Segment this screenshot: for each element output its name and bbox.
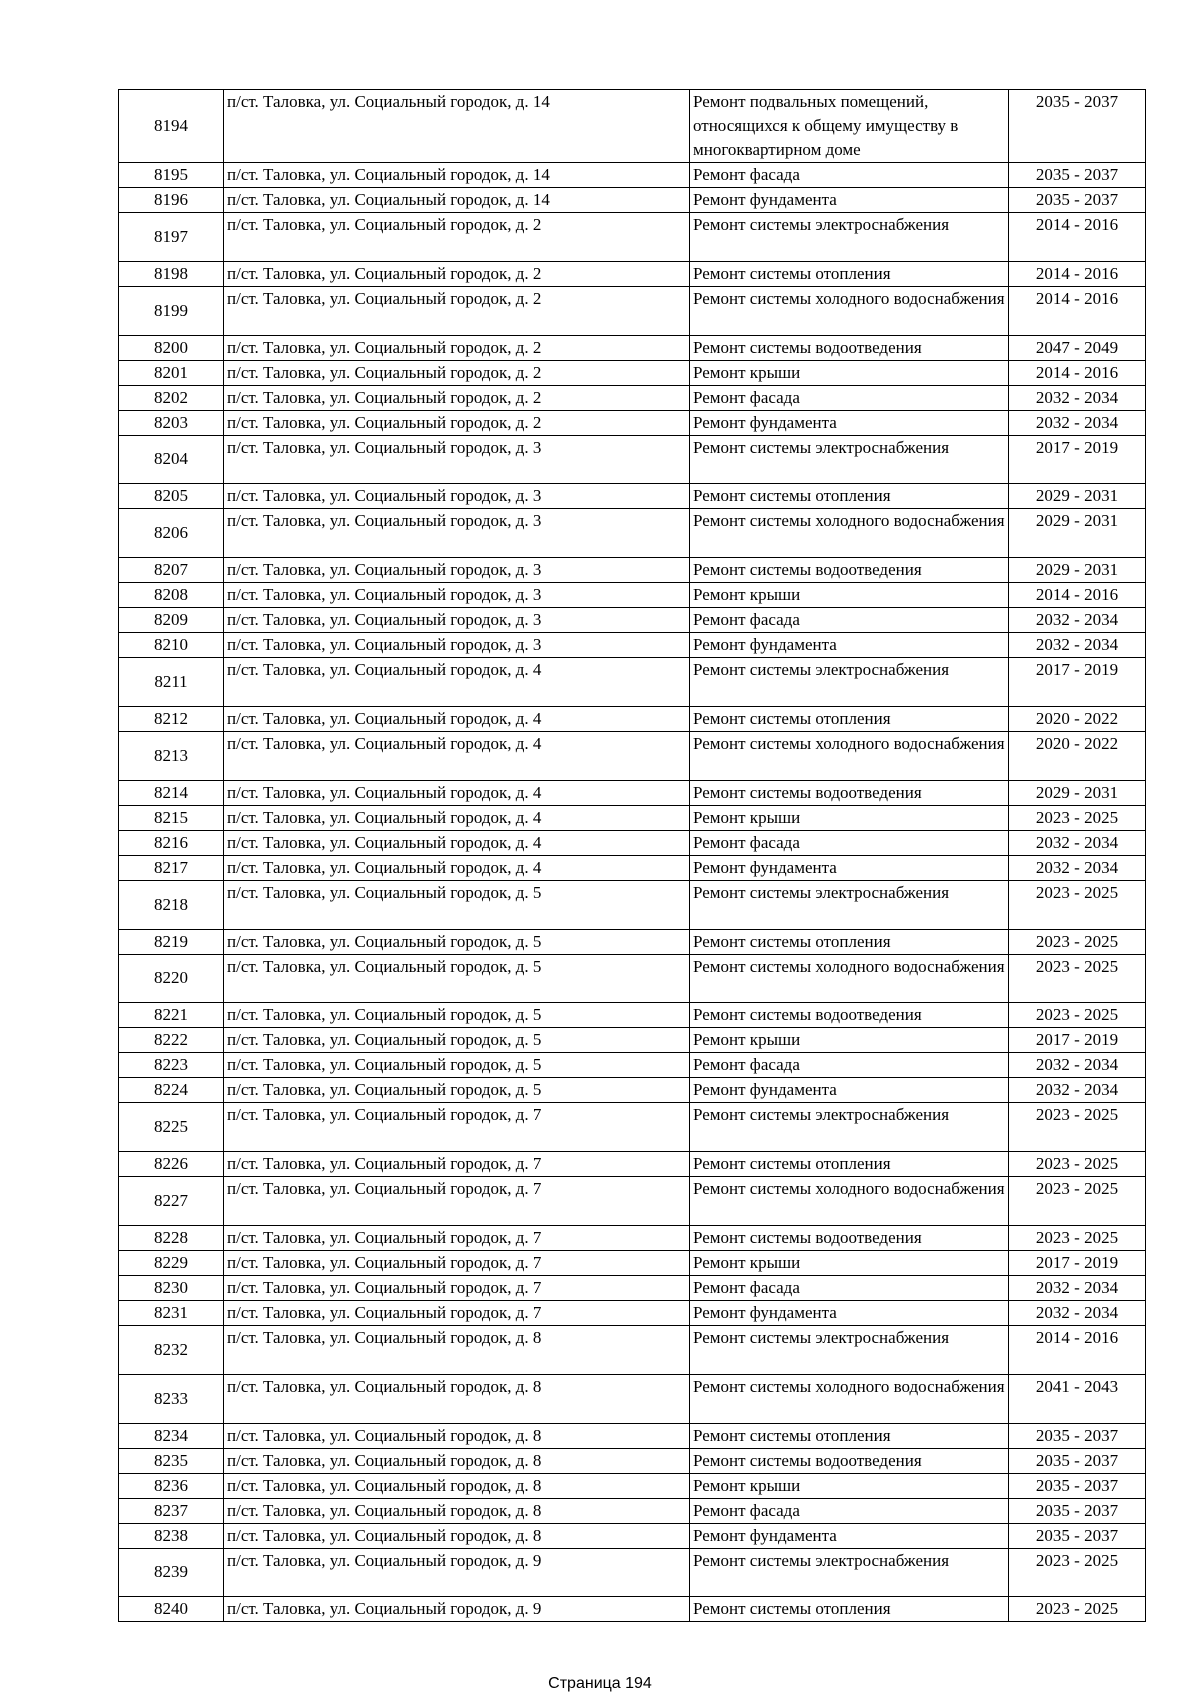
period-cell: 2017 - 2019: [1009, 1250, 1146, 1275]
period-cell: 2017 - 2019: [1009, 1028, 1146, 1053]
period-cell: 2035 - 2037: [1009, 1448, 1146, 1473]
table-row: [119, 90, 1146, 163]
table-row: [119, 286, 1146, 335]
address-cell: п/ст. Таловка, ул. Социальный городок, д. 5: [224, 1053, 690, 1078]
address-cell: п/ст. Таловка, ул. Социальный городок, д. 7: [224, 1275, 690, 1300]
address-cell: п/ст. Таловка, ул. Социальный городок, д. 9: [224, 1548, 690, 1597]
address-cell: п/ст. Таловка, ул. Социальный городок, д. 8: [224, 1374, 690, 1423]
table-row: [119, 385, 1146, 410]
table-row: [119, 1250, 1146, 1275]
row-number-cell: 8223: [119, 1053, 224, 1078]
work-type-cell: Ремонт системы водоотведения: [690, 780, 1009, 805]
work-type-cell: Ремонт системы электроснабжения: [690, 658, 1009, 707]
work-type-cell: Ремонт системы отопления: [690, 261, 1009, 286]
work-type-cell: Ремонт системы электроснабжения: [690, 880, 1009, 929]
work-type-cell: Ремонт фундамента: [690, 1523, 1009, 1548]
address-cell: п/ст. Таловка, ул. Социальный городок, д. 3: [224, 435, 690, 484]
row-number-cell: 8238: [119, 1523, 224, 1548]
table-row: [119, 583, 1146, 608]
table-row: [119, 163, 1146, 188]
work-type-cell: Ремонт системы электроснабжения: [690, 435, 1009, 484]
table-row: [119, 435, 1146, 484]
table-row: [119, 929, 1146, 954]
address-cell: п/ст. Таловка, ул. Социальный городок, д. 8: [224, 1423, 690, 1448]
row-number-cell: 8222: [119, 1028, 224, 1053]
work-type-cell: Ремонт системы электроснабжения: [690, 1325, 1009, 1374]
row-number-cell: 8220: [119, 954, 224, 1003]
period-cell: 2032 - 2034: [1009, 830, 1146, 855]
row-number-cell: 8235: [119, 1448, 224, 1473]
table-row: [119, 855, 1146, 880]
row-number-cell: 8196: [119, 188, 224, 213]
address-cell: п/ст. Таловка, ул. Социальный городок, д. 4: [224, 780, 690, 805]
work-type-cell: Ремонт крыши: [690, 360, 1009, 385]
work-type-cell: Ремонт подвальных помещений, относящихся к общему имуществу в многоквартирном доме: [690, 90, 1009, 163]
table-row: [119, 830, 1146, 855]
table-row: [119, 658, 1146, 707]
work-type-cell: Ремонт системы холодного водоснабжения: [690, 1177, 1009, 1226]
work-type-cell: Ремонт крыши: [690, 1473, 1009, 1498]
row-number-cell: 8210: [119, 633, 224, 658]
works-table: [118, 89, 1146, 1622]
row-number-cell: 8201: [119, 360, 224, 385]
address-cell: п/ст. Таловка, ул. Социальный городок, д. 8: [224, 1448, 690, 1473]
row-number-cell: 8208: [119, 583, 224, 608]
table-row: [119, 213, 1146, 262]
row-number-cell: 8199: [119, 286, 224, 335]
table-row: [119, 731, 1146, 780]
row-number-cell: 8213: [119, 731, 224, 780]
table-row: [119, 509, 1146, 558]
period-cell: 2023 - 2025: [1009, 1177, 1146, 1226]
period-cell: 2035 - 2037: [1009, 90, 1146, 163]
address-cell: п/ст. Таловка, ул. Социальный городок, д. 5: [224, 880, 690, 929]
period-cell: 2014 - 2016: [1009, 213, 1146, 262]
row-number-cell: 8200: [119, 335, 224, 360]
table-row: [119, 335, 1146, 360]
period-cell: 2020 - 2022: [1009, 731, 1146, 780]
row-number-cell: 8227: [119, 1177, 224, 1226]
row-number-cell: 8240: [119, 1597, 224, 1622]
period-cell: 2032 - 2034: [1009, 1275, 1146, 1300]
period-cell: 2035 - 2037: [1009, 163, 1146, 188]
period-cell: 2023 - 2025: [1009, 805, 1146, 830]
period-cell: 2029 - 2031: [1009, 509, 1146, 558]
work-type-cell: Ремонт системы отопления: [690, 1152, 1009, 1177]
work-type-cell: Ремонт фасада: [690, 1498, 1009, 1523]
work-type-cell: Ремонт системы холодного водоснабжения: [690, 1374, 1009, 1423]
address-cell: п/ст. Таловка, ул. Социальный городок, д. 8: [224, 1473, 690, 1498]
table-row: [119, 1325, 1146, 1374]
work-type-cell: Ремонт крыши: [690, 583, 1009, 608]
table-row: [119, 1473, 1146, 1498]
table-row: [119, 1597, 1146, 1622]
period-cell: 2023 - 2025: [1009, 1003, 1146, 1028]
address-cell: п/ст. Таловка, ул. Социальный городок, д. 2: [224, 261, 690, 286]
row-number-cell: 8216: [119, 830, 224, 855]
period-cell: 2035 - 2037: [1009, 1423, 1146, 1448]
work-type-cell: Ремонт системы отопления: [690, 1597, 1009, 1622]
table-row: [119, 880, 1146, 929]
address-cell: п/ст. Таловка, ул. Социальный городок, д. 5: [224, 929, 690, 954]
row-number-cell: 8225: [119, 1103, 224, 1152]
table-row: [119, 1152, 1146, 1177]
work-type-cell: Ремонт фундамента: [690, 1078, 1009, 1103]
address-cell: п/ст. Таловка, ул. Социальный городок, д. 3: [224, 558, 690, 583]
row-number-cell: 8206: [119, 509, 224, 558]
row-number-cell: 8219: [119, 929, 224, 954]
address-cell: п/ст. Таловка, ул. Социальный городок, д. 4: [224, 658, 690, 707]
row-number-cell: 8214: [119, 780, 224, 805]
period-cell: 2023 - 2025: [1009, 1152, 1146, 1177]
address-cell: п/ст. Таловка, ул. Социальный городок, д. 2: [224, 410, 690, 435]
work-type-cell: Ремонт системы водоотведения: [690, 335, 1009, 360]
address-cell: п/ст. Таловка, ул. Социальный городок, д. 3: [224, 484, 690, 509]
table-row: [119, 1423, 1146, 1448]
work-type-cell: Ремонт системы электроснабжения: [690, 1548, 1009, 1597]
period-cell: 2032 - 2034: [1009, 1300, 1146, 1325]
work-type-cell: Ремонт фасада: [690, 1275, 1009, 1300]
row-number-cell: 8218: [119, 880, 224, 929]
work-type-cell: Ремонт системы отопления: [690, 929, 1009, 954]
address-cell: п/ст. Таловка, ул. Социальный городок, д. 4: [224, 706, 690, 731]
address-cell: п/ст. Таловка, ул. Социальный городок, д. 5: [224, 1078, 690, 1103]
work-type-cell: Ремонт фасада: [690, 163, 1009, 188]
address-cell: п/ст. Таловка, ул. Социальный городок, д. 4: [224, 855, 690, 880]
table-row: [119, 1498, 1146, 1523]
work-type-cell: Ремонт системы отопления: [690, 706, 1009, 731]
address-cell: п/ст. Таловка, ул. Социальный городок, д. 4: [224, 830, 690, 855]
address-cell: п/ст. Таловка, ул. Социальный городок, д. 2: [224, 286, 690, 335]
work-type-cell: Ремонт системы водоотведения: [690, 1448, 1009, 1473]
table-row: [119, 484, 1146, 509]
row-number-cell: 8239: [119, 1548, 224, 1597]
period-cell: 2032 - 2034: [1009, 855, 1146, 880]
row-number-cell: 8230: [119, 1275, 224, 1300]
address-cell: п/ст. Таловка, ул. Социальный городок, д. 4: [224, 731, 690, 780]
row-number-cell: 8211: [119, 658, 224, 707]
table-row: [119, 1028, 1146, 1053]
address-cell: п/ст. Таловка, ул. Социальный городок, д. 2: [224, 385, 690, 410]
period-cell: 2023 - 2025: [1009, 1225, 1146, 1250]
table-row: [119, 1177, 1146, 1226]
address-cell: п/ст. Таловка, ул. Социальный городок, д. 7: [224, 1177, 690, 1226]
work-type-cell: Ремонт системы отопления: [690, 484, 1009, 509]
row-number-cell: 8212: [119, 706, 224, 731]
row-number-cell: 8233: [119, 1374, 224, 1423]
work-type-cell: Ремонт системы водоотведения: [690, 558, 1009, 583]
work-type-cell: Ремонт системы электроснабжения: [690, 213, 1009, 262]
table-row: [119, 608, 1146, 633]
table-row: [119, 1053, 1146, 1078]
row-number-cell: 8228: [119, 1225, 224, 1250]
period-cell: 2032 - 2034: [1009, 633, 1146, 658]
table-row: [119, 780, 1146, 805]
table-row: [119, 410, 1146, 435]
period-cell: 2023 - 2025: [1009, 880, 1146, 929]
address-cell: п/ст. Таловка, ул. Социальный городок, д. 2: [224, 213, 690, 262]
address-cell: п/ст. Таловка, ул. Социальный городок, д. 14: [224, 90, 690, 163]
table-row: [119, 1003, 1146, 1028]
table-row: [119, 1103, 1146, 1152]
period-cell: 2032 - 2034: [1009, 385, 1146, 410]
work-type-cell: Ремонт фундамента: [690, 410, 1009, 435]
row-number-cell: 8207: [119, 558, 224, 583]
row-number-cell: 8217: [119, 855, 224, 880]
table-row: [119, 633, 1146, 658]
row-number-cell: 8202: [119, 385, 224, 410]
work-type-cell: Ремонт крыши: [690, 1250, 1009, 1275]
period-cell: 2023 - 2025: [1009, 954, 1146, 1003]
row-number-cell: 8197: [119, 213, 224, 262]
row-number-cell: 8229: [119, 1250, 224, 1275]
work-type-cell: Ремонт фасада: [690, 1053, 1009, 1078]
address-cell: п/ст. Таловка, ул. Социальный городок, д. 5: [224, 954, 690, 1003]
work-type-cell: Ремонт системы холодного водоснабжения: [690, 954, 1009, 1003]
period-cell: 2023 - 2025: [1009, 1548, 1146, 1597]
work-type-cell: Ремонт системы водоотведения: [690, 1003, 1009, 1028]
address-cell: п/ст. Таловка, ул. Социальный городок, д. 7: [224, 1225, 690, 1250]
row-number-cell: 8234: [119, 1423, 224, 1448]
works-table-body: [119, 90, 1146, 1622]
period-cell: 2035 - 2037: [1009, 188, 1146, 213]
address-cell: п/ст. Таловка, ул. Социальный городок, д. 14: [224, 163, 690, 188]
work-type-cell: Ремонт системы холодного водоснабжения: [690, 731, 1009, 780]
table-row: [119, 1078, 1146, 1103]
period-cell: 2014 - 2016: [1009, 1325, 1146, 1374]
row-number-cell: 8215: [119, 805, 224, 830]
period-cell: 2014 - 2016: [1009, 360, 1146, 385]
work-type-cell: Ремонт фасада: [690, 830, 1009, 855]
address-cell: п/ст. Таловка, ул. Социальный городок, д. 3: [224, 633, 690, 658]
work-type-cell: Ремонт фундамента: [690, 633, 1009, 658]
period-cell: 2047 - 2049: [1009, 335, 1146, 360]
period-cell: 2017 - 2019: [1009, 658, 1146, 707]
row-number-cell: 8195: [119, 163, 224, 188]
row-number-cell: 8194: [119, 90, 224, 163]
table-row: [119, 1548, 1146, 1597]
address-cell: п/ст. Таловка, ул. Социальный городок, д. 2: [224, 360, 690, 385]
row-number-cell: 8209: [119, 608, 224, 633]
period-cell: 2035 - 2037: [1009, 1498, 1146, 1523]
work-type-cell: Ремонт системы отопления: [690, 1423, 1009, 1448]
address-cell: п/ст. Таловка, ул. Социальный городок, д. 8: [224, 1523, 690, 1548]
period-cell: 2035 - 2037: [1009, 1523, 1146, 1548]
period-cell: 2029 - 2031: [1009, 484, 1146, 509]
row-number-cell: 8231: [119, 1300, 224, 1325]
address-cell: п/ст. Таловка, ул. Социальный городок, д. 5: [224, 1003, 690, 1028]
address-cell: п/ст. Таловка, ул. Социальный городок, д. 3: [224, 509, 690, 558]
work-type-cell: Ремонт фундамента: [690, 188, 1009, 213]
address-cell: п/ст. Таловка, ул. Социальный городок, д. 4: [224, 805, 690, 830]
work-type-cell: Ремонт крыши: [690, 1028, 1009, 1053]
period-cell: 2023 - 2025: [1009, 1103, 1146, 1152]
address-cell: п/ст. Таловка, ул. Социальный городок, д. 5: [224, 1028, 690, 1053]
table-row: [119, 261, 1146, 286]
address-cell: п/ст. Таловка, ул. Социальный городок, д. 7: [224, 1250, 690, 1275]
table-row: [119, 706, 1146, 731]
period-cell: 2029 - 2031: [1009, 558, 1146, 583]
row-number-cell: 8198: [119, 261, 224, 286]
address-cell: п/ст. Таловка, ул. Социальный городок, д. 8: [224, 1325, 690, 1374]
period-cell: 2032 - 2034: [1009, 608, 1146, 633]
table-row: [119, 188, 1146, 213]
row-number-cell: 8226: [119, 1152, 224, 1177]
table-row: [119, 1300, 1146, 1325]
work-type-cell: Ремонт крыши: [690, 805, 1009, 830]
table-row: [119, 1523, 1146, 1548]
work-type-cell: Ремонт фасада: [690, 385, 1009, 410]
work-type-cell: Ремонт фундамента: [690, 1300, 1009, 1325]
row-number-cell: 8203: [119, 410, 224, 435]
period-cell: 2032 - 2034: [1009, 1053, 1146, 1078]
address-cell: п/ст. Таловка, ул. Социальный городок, д. 2: [224, 335, 690, 360]
row-number-cell: 8224: [119, 1078, 224, 1103]
period-cell: 2029 - 2031: [1009, 780, 1146, 805]
period-cell: 2020 - 2022: [1009, 706, 1146, 731]
row-number-cell: 8204: [119, 435, 224, 484]
work-type-cell: Ремонт системы электроснабжения: [690, 1103, 1009, 1152]
address-cell: п/ст. Таловка, ул. Социальный городок, д. 3: [224, 608, 690, 633]
row-number-cell: 8205: [119, 484, 224, 509]
work-type-cell: Ремонт фасада: [690, 608, 1009, 633]
period-cell: 2041 - 2043: [1009, 1374, 1146, 1423]
work-type-cell: Ремонт системы водоотведения: [690, 1225, 1009, 1250]
address-cell: п/ст. Таловка, ул. Социальный городок, д. 14: [224, 188, 690, 213]
period-cell: 2014 - 2016: [1009, 286, 1146, 335]
row-number-cell: 8232: [119, 1325, 224, 1374]
period-cell: 2014 - 2016: [1009, 261, 1146, 286]
table-row: [119, 1275, 1146, 1300]
period-cell: 2035 - 2037: [1009, 1473, 1146, 1498]
table-row: [119, 805, 1146, 830]
period-cell: 2014 - 2016: [1009, 583, 1146, 608]
period-cell: 2032 - 2034: [1009, 410, 1146, 435]
address-cell: п/ст. Таловка, ул. Социальный городок, д. 9: [224, 1597, 690, 1622]
table-row: [119, 1225, 1146, 1250]
address-cell: п/ст. Таловка, ул. Социальный городок, д. 7: [224, 1300, 690, 1325]
table-row: [119, 1374, 1146, 1423]
period-cell: 2023 - 2025: [1009, 1597, 1146, 1622]
row-number-cell: 8237: [119, 1498, 224, 1523]
work-type-cell: Ремонт системы холодного водоснабжения: [690, 509, 1009, 558]
period-cell: 2032 - 2034: [1009, 1078, 1146, 1103]
address-cell: п/ст. Таловка, ул. Социальный городок, д. 8: [224, 1498, 690, 1523]
page-number: Страница 194: [548, 1675, 652, 1692]
row-number-cell: 8221: [119, 1003, 224, 1028]
row-number-cell: 8236: [119, 1473, 224, 1498]
work-type-cell: Ремонт системы холодного водоснабжения: [690, 286, 1009, 335]
address-cell: п/ст. Таловка, ул. Социальный городок, д. 3: [224, 583, 690, 608]
work-type-cell: Ремонт фундамента: [690, 855, 1009, 880]
table-row: [119, 360, 1146, 385]
period-cell: 2017 - 2019: [1009, 435, 1146, 484]
table-row: [119, 954, 1146, 1003]
address-cell: п/ст. Таловка, ул. Социальный городок, д. 7: [224, 1152, 690, 1177]
table-row: [119, 1448, 1146, 1473]
table-row: [119, 558, 1146, 583]
address-cell: п/ст. Таловка, ул. Социальный городок, д. 7: [224, 1103, 690, 1152]
period-cell: 2023 - 2025: [1009, 929, 1146, 954]
